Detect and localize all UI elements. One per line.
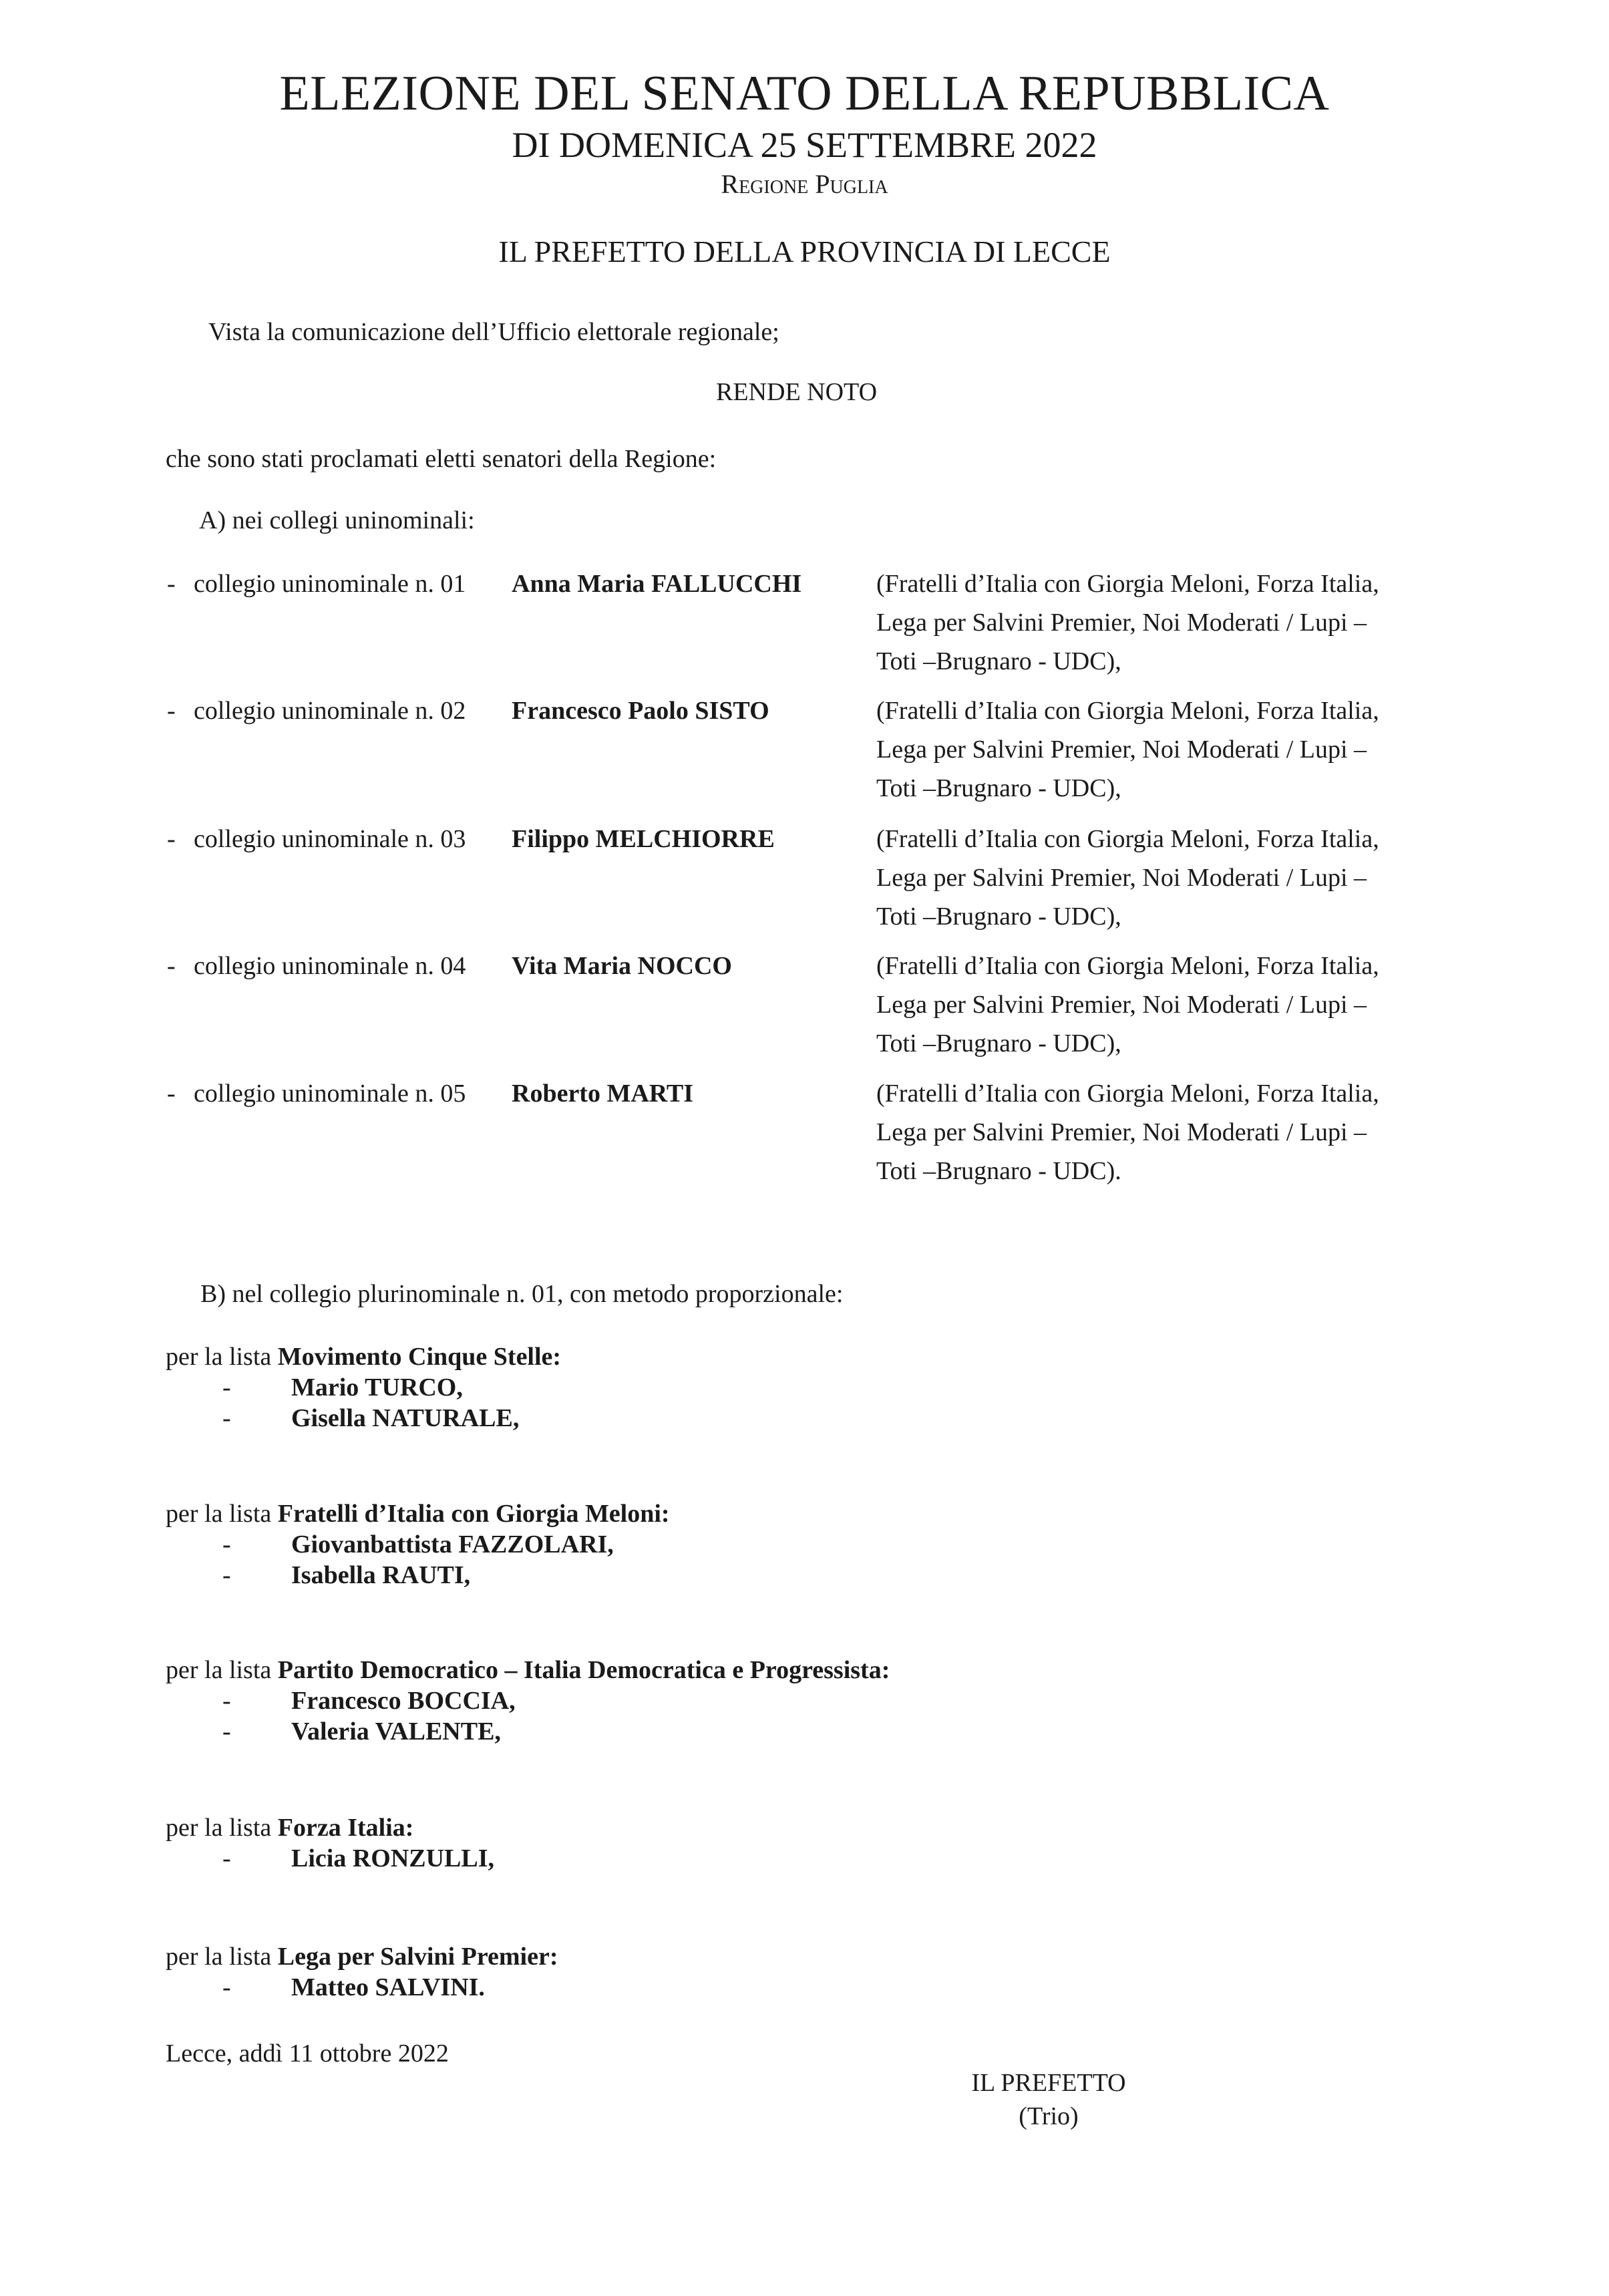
- member-dash: -: [222, 1973, 231, 2001]
- college-number: collegio uninominale n. 04: [194, 952, 466, 980]
- party-list-header: [166, 1655, 890, 1685]
- coalition-line: (Fratelli d’Italia con Giorgia Meloni, Forza Italia,: [876, 952, 1379, 980]
- coalition-line: (Fratelli d’Italia con Giorgia Meloni, Forza Italia,: [876, 825, 1379, 853]
- party-name: Lega per Salvini Premier:: [277, 1943, 558, 1971]
- party-list-header: [166, 1498, 670, 1529]
- elected-senator-name: Francesco Paolo SISTO: [512, 697, 769, 725]
- elected-senator-name: Filippo MELCHIORRE: [512, 825, 775, 853]
- coalition-line: Lega per Salvini Premier, Noi Moderati / Lupi –: [876, 1118, 1367, 1146]
- coalition-line: Toti –Brugnaro - UDC),: [876, 774, 1121, 802]
- party-list-header: [166, 1812, 413, 1843]
- college-row-dash: -: [167, 570, 176, 598]
- rende-noto-heading: RENDE NOTO: [716, 378, 878, 406]
- member-name: Giovanbattista FAZZOLARI,: [291, 1530, 614, 1559]
- member-name: Gisella NATURALE,: [291, 1404, 520, 1432]
- list-prefix: per la lista: [166, 1943, 278, 1971]
- issuing-authority: IL PREFETTO DELLA PROVINCIA DI LECCE: [498, 234, 1111, 269]
- document-title: ELEZIONE DEL SENATO DELLA REPUBBLICA: [279, 66, 1330, 121]
- college-number: collegio uninominale n. 01: [194, 570, 466, 598]
- list-prefix: per la lista: [166, 1814, 278, 1842]
- college-row-dash: -: [167, 697, 176, 725]
- coalition-parties: [876, 564, 1477, 681]
- college-number: collegio uninominale n. 03: [194, 825, 466, 853]
- coalition-line: Lega per Salvini Premier, Noi Moderati / Lupi –: [876, 991, 1367, 1019]
- coalition-parties: [876, 947, 1477, 1063]
- member-name: Valeria VALENTE,: [291, 1717, 501, 1746]
- party-name: Movimento Cinque Stelle:: [277, 1343, 562, 1371]
- member-name: Mario TURCO,: [291, 1373, 463, 1402]
- party-list: [166, 1941, 558, 2003]
- elected-member: [166, 1529, 670, 1560]
- section-b-heading: B) nel collegio plurinominale n. 01, con metodo proporzionale:: [200, 1280, 844, 1308]
- party-list: [166, 1655, 890, 1747]
- college-number: collegio uninominale n. 02: [194, 697, 466, 725]
- elected-member: [166, 1372, 561, 1403]
- party-list: [166, 1498, 670, 1591]
- elected-member: [166, 1843, 495, 1874]
- section-a-heading: A) nei collegi uninominali:: [199, 506, 475, 534]
- college-number: collegio uninominale n. 05: [194, 1080, 466, 1108]
- signatory-name: (Trio): [1019, 2102, 1079, 2130]
- coalition-line: Toti –Brugnaro - UDC).: [876, 1157, 1121, 1185]
- party-name: Fratelli d’Italia con Giorgia Meloni:: [277, 1500, 670, 1528]
- member-dash: -: [222, 1373, 231, 1402]
- member-dash: -: [222, 1844, 231, 1872]
- coalition-parties: [876, 691, 1477, 808]
- list-prefix: per la lista: [166, 1500, 278, 1528]
- elected-senator-name: Roberto MARTI: [512, 1080, 694, 1108]
- coalition-line: (Fratelli d’Italia con Giorgia Meloni, Forza Italia,: [876, 570, 1379, 598]
- coalition-line: (Fratelli d’Italia con Giorgia Meloni, Forza Italia,: [876, 1080, 1379, 1108]
- elected-senator-name: Anna Maria FALLUCCHI: [512, 570, 802, 598]
- party-list-header: [166, 1941, 558, 1972]
- member-dash: -: [222, 1404, 231, 1432]
- college-row-dash: -: [167, 1080, 176, 1108]
- elected-member: [166, 1560, 670, 1591]
- member-name: Licia RONZULLI,: [291, 1844, 495, 1872]
- party-list: [166, 1341, 561, 1434]
- party-name: Partito Democratico – Italia Democratica e Progressista:: [277, 1656, 890, 1684]
- election-date: DI DOMENICA 25 SETTEMBRE 2022: [512, 125, 1097, 165]
- elected-member: [166, 1972, 558, 2003]
- elected-member: [166, 1685, 890, 1716]
- coalition-line: (Fratelli d’Italia con Giorgia Meloni, Forza Italia,: [876, 697, 1379, 725]
- coalition-parties: [876, 820, 1477, 936]
- list-prefix: per la lista: [166, 1656, 278, 1684]
- coalition-line: Toti –Brugnaro - UDC),: [876, 903, 1121, 931]
- member-dash: -: [222, 1687, 231, 1715]
- region-name: Regione Puglia: [721, 169, 888, 199]
- elected-senator-name: Vita Maria NOCCO: [512, 952, 732, 980]
- proclamation-intro: che sono stati proclamati eletti senatori della Regione:: [166, 445, 717, 473]
- coalition-parties: [876, 1074, 1477, 1190]
- member-dash: -: [222, 1530, 231, 1559]
- coalition-line: Toti –Brugnaro - UDC),: [876, 1029, 1121, 1057]
- member-name: Francesco BOCCIA,: [291, 1687, 516, 1715]
- member-dash: -: [222, 1561, 231, 1589]
- elected-member: [166, 1403, 561, 1434]
- member-name: Matteo SALVINI.: [291, 1973, 485, 2001]
- list-prefix: per la lista: [166, 1343, 278, 1371]
- vista-clause: Vista la comunicazione dell’Ufficio elettorale regionale;: [208, 318, 779, 346]
- coalition-line: Toti –Brugnaro - UDC),: [876, 647, 1121, 675]
- member-dash: -: [222, 1717, 231, 1746]
- party-list-header: [166, 1341, 561, 1372]
- coalition-line: Lega per Salvini Premier, Noi Moderati / Lupi –: [876, 609, 1367, 637]
- party-name: Forza Italia:: [277, 1814, 414, 1842]
- coalition-line: Lega per Salvini Premier, Noi Moderati / Lupi –: [876, 864, 1367, 892]
- college-row-dash: -: [167, 952, 176, 980]
- party-list: [166, 1812, 495, 1874]
- place-and-date: Lecce, addì 11 ottobre 2022: [166, 2039, 449, 2068]
- elected-member: [166, 1716, 890, 1747]
- member-name: Isabella RAUTI,: [291, 1561, 471, 1589]
- college-row-dash: -: [167, 825, 176, 853]
- signatory-title: IL PREFETTO: [971, 2069, 1126, 2097]
- coalition-line: Lega per Salvini Premier, Noi Moderati / Lupi –: [876, 735, 1367, 764]
